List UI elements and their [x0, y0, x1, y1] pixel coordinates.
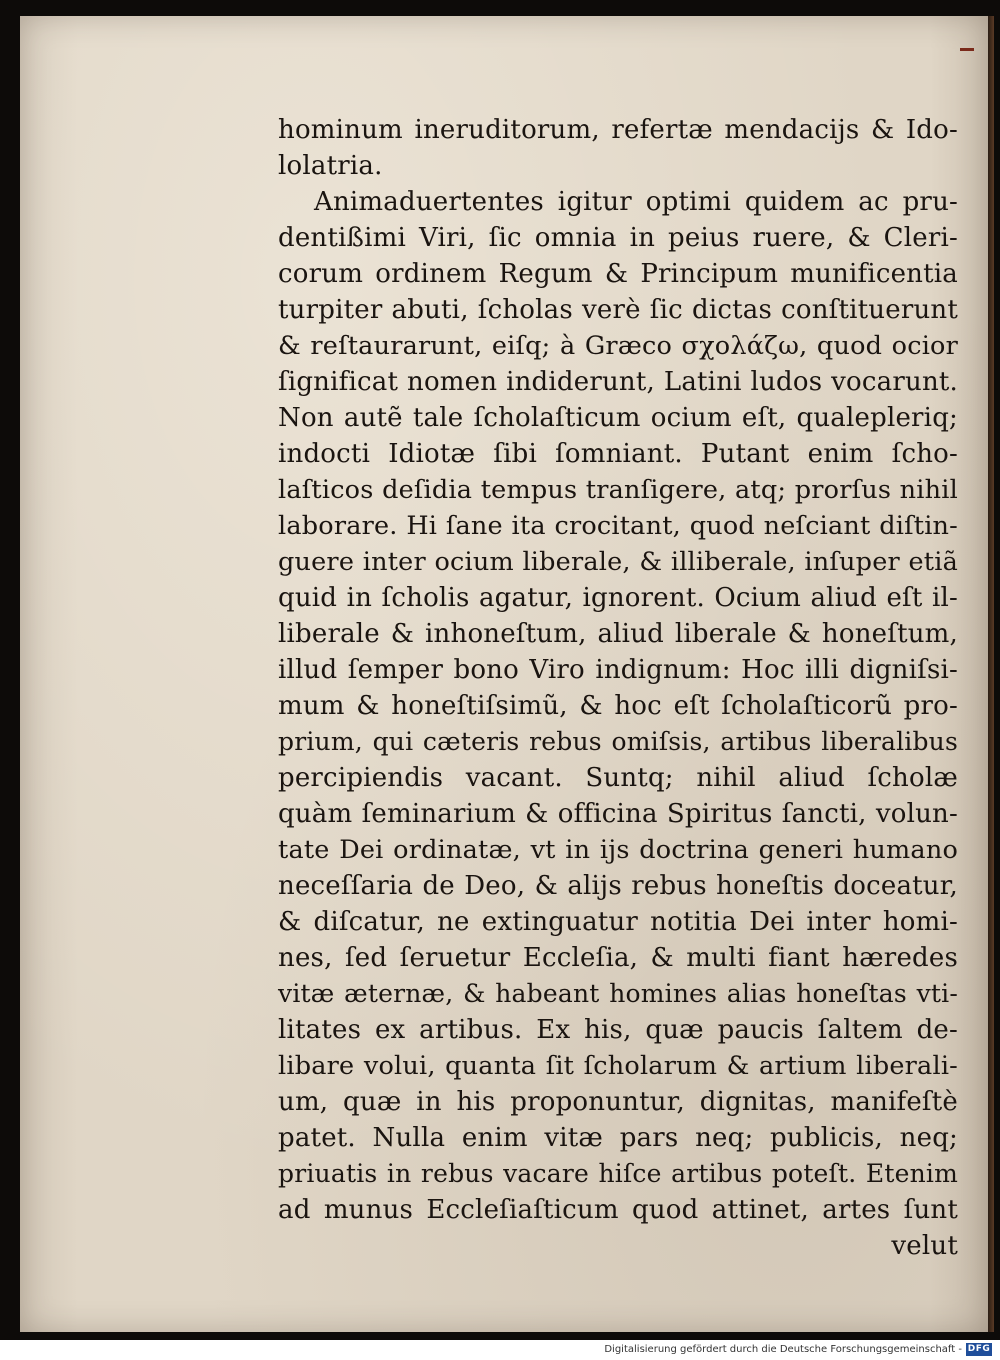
text-line-13: guere inter ocium liberale, & illiberale, inſuper etiã: [278, 547, 958, 577]
text-line-4: dentißimi Viri, ſic omnia in peius ruere, & Cleri-: [278, 223, 958, 253]
funding-note: Digitalisierung gefördert durch die Deutsche Forschungsgemeinschaft -: [604, 1344, 962, 1355]
text-line-7: & reſtaurarunt, eiſq; à Græco σχολάζω, quod ocior: [278, 331, 958, 361]
text-line-26: litates ex artibus. Ex his, quæ paucis ſaltem de-: [278, 1015, 958, 1045]
text-line-19: percipiendis vacant. Suntq; nihil aliud ſcholæ: [278, 763, 958, 793]
text-line-18: prium, qui cæteris rebus omiſsis, artibus liberalibus: [278, 727, 958, 756]
text-line-6: turpiter abuti, ſcholas verè ſic dictas conſtituerunt: [278, 295, 958, 325]
text-line-9: Non autẽ tale ſcholaſticum ocium eſt, qualepleriq;: [278, 403, 958, 433]
text-line-2: lolatria.: [278, 151, 383, 181]
text-line-25: vitæ æternæ, & habeant homines alias honeſtas vti-: [278, 979, 958, 1008]
text-line-5: corum ordinem Regum & Principum munificentia: [278, 259, 958, 289]
text-line-11: laſticos deſidia tempus tranſigere, atq; prorſus nihil: [278, 475, 958, 505]
text-line-27: libare volui, quanta ſit ſcholarum & artium liberali-: [278, 1051, 958, 1081]
footer-bar: [0, 1340, 1000, 1360]
page-edge: [988, 16, 994, 1332]
text-line-29: patet. Nulla enim vitæ pars neq; publicis, neq;: [278, 1123, 958, 1153]
text-line-24: nes, ſed ſeruetur Eccleſia, & multi fiant hæredes: [278, 943, 958, 973]
text-line-22: neceſſaria de Deo, & alijs rebus honeſtis doceatur,: [278, 871, 958, 901]
text-line-23: & diſcatur, ne extinguatur notitia Dei inter homi-: [278, 907, 958, 937]
text-line-12: laborare. Hi ſane ita crocitant, quod neſciant diſtin-: [278, 511, 958, 541]
text-line-1: hominum ineruditorum, refertæ mendacijs & Ido-: [278, 115, 958, 145]
text-line-10: indocti Idiotæ ſibi ſomniant. Putant enim ſcho-: [278, 439, 958, 469]
text-line-30: priuatis in rebus vacare hiſce artibus poteſt. Etenim: [278, 1159, 958, 1188]
catchword: velut: [891, 1231, 958, 1261]
text-line-31: ad munus Eccleſiaſticum quod attinet, artes ſunt: [278, 1195, 958, 1225]
page-sheet: [20, 16, 988, 1332]
text-line-20: quàm ſeminarium & officina Spiritus ſancti, volun-: [278, 799, 958, 829]
text-line-17: mum & honeſtiſsimũ, & hoc eſt ſcholaſticorũ pro-: [278, 691, 958, 721]
text-line-14: quid in ſcholis agatur, ignorent. Ocium aliud eſt il-: [278, 583, 958, 613]
text-line-15: liberale & inhoneſtum, aliud liberale & honeſtum,: [278, 619, 958, 649]
edge-mark: [960, 48, 974, 51]
text-line-16: illud ſemper bono Viro indignum: Hoc illi digniſsi-: [278, 655, 958, 685]
text-line-3: Animaduertentes igitur optimi quidem ac pru-: [314, 187, 958, 217]
text-line-28: um, quæ in his proponuntur, dignitas, manifeſtè: [278, 1087, 958, 1117]
dfg-logo-icon: DFG: [967, 1344, 991, 1354]
text-line-8: ſignificat nomen indiderunt, Latini ludos vocarunt.: [278, 367, 958, 397]
text-line-21: tate Dei ordinatæ, vt in ijs doctrina generi humano: [278, 835, 958, 865]
